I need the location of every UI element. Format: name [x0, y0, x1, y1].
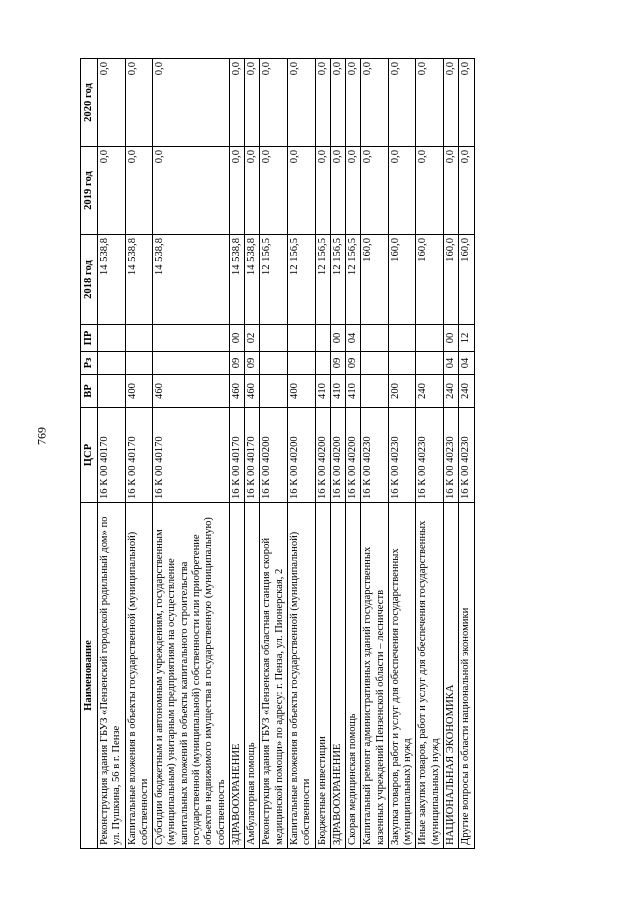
cell-2020: 0,0	[346, 59, 361, 147]
cell-name: НАЦИОНАЛЬНАЯ ЭКОНОМИКА	[444, 503, 459, 849]
cell-2020: 0,0	[315, 59, 330, 147]
cell-2019: 0,0	[287, 147, 315, 235]
header-2018: 2018 год	[81, 235, 98, 325]
cell-rz: 09	[346, 352, 361, 375]
cell-vr: 400	[125, 375, 153, 408]
table-row	[388, 59, 416, 849]
cell-csr: 16 К 00 40230	[416, 408, 444, 503]
cell-vr: 410	[315, 375, 330, 408]
cell-csr: 16 К 00 40200	[330, 408, 345, 503]
cell-vr: 240	[459, 375, 474, 408]
cell-2020: 0,0	[416, 59, 444, 147]
cell-csr: 16 К 00 40170	[229, 408, 244, 503]
cell-2020: 0,0	[330, 59, 345, 147]
cell-vr: 400	[287, 375, 315, 408]
cell-csr: 16 К 00 40200	[260, 408, 288, 503]
table-row	[315, 59, 330, 849]
cell-name: Бюджетные инвестиции	[315, 503, 330, 849]
cell-2019: 0,0	[125, 147, 153, 235]
cell-name: Капитальные вложения в объекты государственной (муниципальной) собственности	[125, 503, 153, 849]
table-header-row	[81, 59, 98, 849]
cell-rz	[153, 352, 230, 375]
header-rz: Рз	[81, 352, 98, 375]
cell-2018: 12 156,5	[330, 235, 345, 325]
table-row	[361, 59, 389, 849]
cell-vr	[361, 375, 389, 408]
cell-2019: 0,0	[260, 147, 288, 235]
cell-2020: 0,0	[287, 59, 315, 147]
cell-2020: 0,0	[361, 59, 389, 147]
cell-rz	[287, 352, 315, 375]
cell-name: Капитальный ремонт административных зданий государственных казенных учреждений Пензенской области – лесничеств	[361, 503, 389, 849]
cell-2020: 0,0	[459, 59, 474, 147]
cell-2019: 0,0	[315, 147, 330, 235]
cell-2018: 14 538,8	[245, 235, 260, 325]
cell-vr: 240	[444, 375, 459, 408]
cell-2018: 14 538,8	[98, 235, 126, 325]
cell-vr: 240	[416, 375, 444, 408]
cell-csr: 16 К 00 40170	[125, 408, 153, 503]
cell-vr: 460	[153, 375, 230, 408]
cell-csr: 16 К 00 40230	[444, 408, 459, 503]
budget-table	[80, 58, 475, 849]
cell-csr: 16 К 00 40200	[315, 408, 330, 503]
table-row	[346, 59, 361, 849]
cell-2018: 12 156,5	[346, 235, 361, 325]
cell-pr: 00	[229, 325, 244, 352]
cell-2019: 0,0	[153, 147, 230, 235]
header-2019: 2019 год	[81, 147, 98, 235]
cell-rz	[388, 352, 416, 375]
table-row	[330, 59, 345, 849]
cell-2018: 14 538,8	[125, 235, 153, 325]
cell-name: Закупка товаров, работ и услуг для обеспечения государственных (муниципальных) нужд	[388, 503, 416, 849]
cell-csr: 16 К 00 40200	[287, 408, 315, 503]
cell-2020: 0,0	[153, 59, 230, 147]
cell-csr: 16 К 00 40230	[459, 408, 474, 503]
cell-csr: 16 К 00 40200	[346, 408, 361, 503]
cell-2018: 12 156,5	[315, 235, 330, 325]
cell-2020: 0,0	[229, 59, 244, 147]
cell-2018: 12 156,5	[287, 235, 315, 325]
cell-vr: 460	[229, 375, 244, 408]
cell-2019: 0,0	[346, 147, 361, 235]
cell-pr: 02	[245, 325, 260, 352]
cell-2019: 0,0	[229, 147, 244, 235]
cell-pr	[388, 325, 416, 352]
cell-name: Иные закупки товаров, работ и услуг для обеспечения государственных (муниципальных) нужд	[416, 503, 444, 849]
header-csr: ЦСР	[81, 408, 98, 503]
cell-csr: 16 К 00 40230	[361, 408, 389, 503]
cell-name: ЗДРАВООХРАНЕНИЕ	[229, 503, 244, 849]
header-pr: ПР	[81, 325, 98, 352]
cell-rz	[315, 352, 330, 375]
cell-2018: 160,0	[388, 235, 416, 325]
cell-pr	[125, 325, 153, 352]
table-row	[459, 59, 474, 849]
cell-pr	[315, 325, 330, 352]
table-row	[229, 59, 244, 849]
cell-name: Субсидии бюджетным и автономным учреждениям, государственным (муниципальным) унитарным предприятиям на осуществление капитальных вложений в объекты капитального строительства государственной (муниципальной) собственности или приобретение объектов недвижимого имущества в государственную (муниципальную) собственность	[153, 503, 230, 849]
table-row	[153, 59, 230, 849]
cell-name: Реконструкция здания ГБУЗ «Пензенский городской родильный дом» по ул. Пушкина, 56 в г. Пензе	[98, 503, 126, 849]
cell-2020: 0,0	[388, 59, 416, 147]
cell-rz	[98, 352, 126, 375]
cell-rz: 04	[459, 352, 474, 375]
cell-name: Капитальные вложения в объекты государственной (муниципальной) собственности	[287, 503, 315, 849]
table-row	[444, 59, 459, 849]
cell-name: ЗДРАВООХРАНЕНИЕ	[330, 503, 345, 849]
cell-rz	[260, 352, 288, 375]
cell-2020: 0,0	[444, 59, 459, 147]
cell-name: Реконструкция здания ГБУЗ «Пензенская областная станция скорой медицинской помощи» по адресу: г. Пенза, ул. Пионерская, 2	[260, 503, 288, 849]
cell-csr: 16 К 00 40170	[153, 408, 230, 503]
cell-2020: 0,0	[245, 59, 260, 147]
cell-2018: 12 156,5	[260, 235, 288, 325]
cell-pr	[416, 325, 444, 352]
cell-2019: 0,0	[388, 147, 416, 235]
cell-rz: 09	[245, 352, 260, 375]
rotated-table-container	[80, 59, 539, 849]
cell-2019: 0,0	[444, 147, 459, 235]
cell-rz: 09	[229, 352, 244, 375]
cell-pr: 04	[346, 325, 361, 352]
cell-rz	[416, 352, 444, 375]
cell-2019: 0,0	[459, 147, 474, 235]
cell-pr	[287, 325, 315, 352]
cell-name: Другие вопросы в области национальной экономики	[459, 503, 474, 849]
cell-name: Скорая медицинская помощь	[346, 503, 361, 849]
cell-2019: 0,0	[330, 147, 345, 235]
cell-2020: 0,0	[125, 59, 153, 147]
cell-rz: 09	[330, 352, 345, 375]
cell-pr	[153, 325, 230, 352]
cell-2019: 0,0	[98, 147, 126, 235]
cell-vr: 460	[245, 375, 260, 408]
cell-rz	[125, 352, 153, 375]
cell-csr: 16 К 00 40170	[245, 408, 260, 503]
table-row	[260, 59, 288, 849]
cell-csr: 16 К 00 40170	[98, 408, 126, 503]
cell-pr: 12	[459, 325, 474, 352]
cell-pr	[98, 325, 126, 352]
cell-vr	[260, 375, 288, 408]
cell-rz: 04	[444, 352, 459, 375]
cell-2020: 0,0	[260, 59, 288, 147]
cell-vr	[98, 375, 126, 408]
cell-2019: 0,0	[245, 147, 260, 235]
cell-csr: 16 К 00 40230	[388, 408, 416, 503]
table-row	[125, 59, 153, 849]
cell-rz	[361, 352, 389, 375]
cell-pr	[361, 325, 389, 352]
header-2020: 2020 год	[81, 59, 98, 147]
table-row	[245, 59, 260, 849]
cell-name: Амбулаторная помощь	[245, 503, 260, 849]
cell-pr: 00	[444, 325, 459, 352]
cell-2019: 0,0	[361, 147, 389, 235]
cell-2020: 0,0	[98, 59, 126, 147]
cell-2018: 160,0	[361, 235, 389, 325]
page-number: 769	[34, 427, 49, 445]
cell-2018: 14 538,8	[153, 235, 230, 325]
header-vr: ВР	[81, 375, 98, 408]
cell-2018: 160,0	[459, 235, 474, 325]
cell-pr: 00	[330, 325, 345, 352]
cell-vr: 410	[330, 375, 345, 408]
cell-vr: 200	[388, 375, 416, 408]
header-name: Наименование	[81, 503, 98, 849]
table-row	[416, 59, 444, 849]
table-row	[287, 59, 315, 849]
cell-vr: 410	[346, 375, 361, 408]
table-row	[98, 59, 126, 849]
cell-2018: 160,0	[416, 235, 444, 325]
cell-2018: 14 538,8	[229, 235, 244, 325]
cell-2019: 0,0	[416, 147, 444, 235]
cell-pr	[260, 325, 288, 352]
cell-2018: 160,0	[444, 235, 459, 325]
